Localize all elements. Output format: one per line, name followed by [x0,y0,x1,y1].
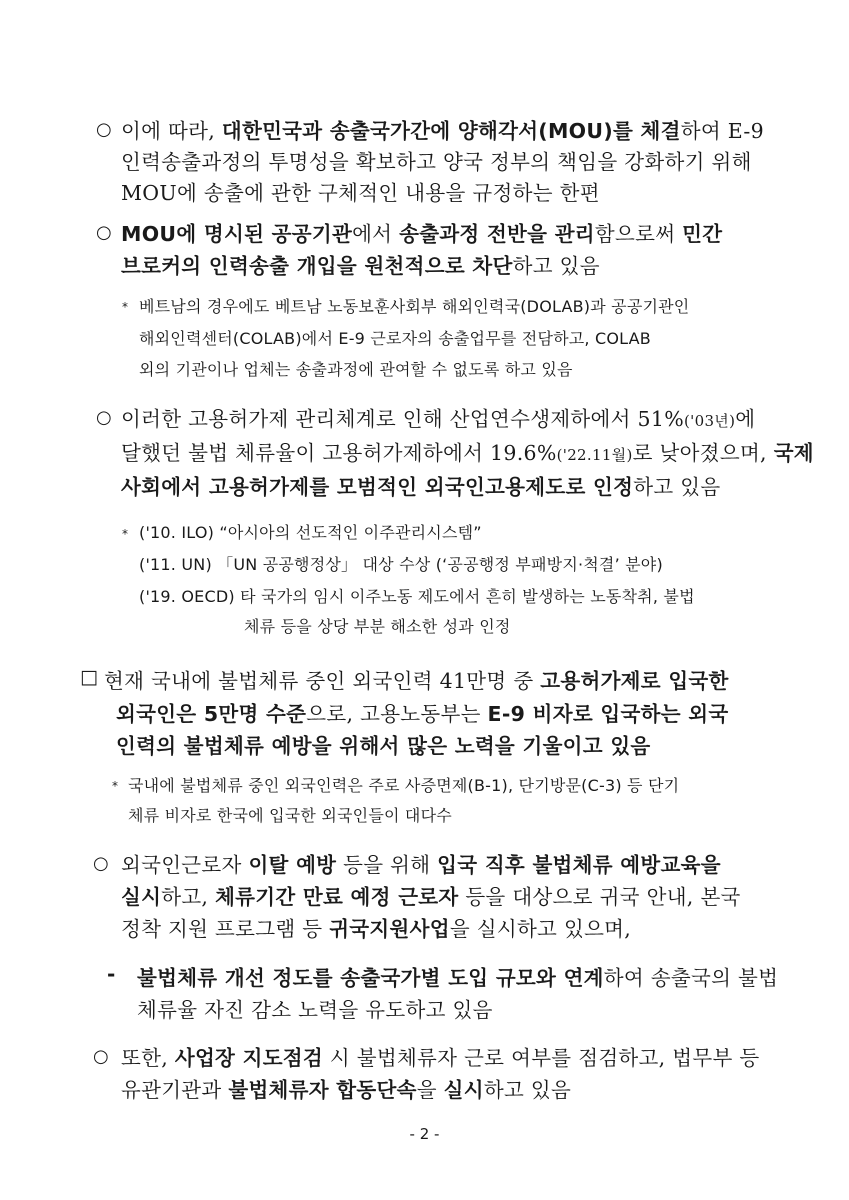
note2-line-3: ('19. OECD) 타 국가의 임시 이주노동 제도에서 흔히 발생하는 노동착취, 불법 [139,587,695,606]
dash-line-1: 불법체류 개선 정도를 송출국가별 도입 규모와 연계하여 송출국의 불법 [137,966,779,990]
page-number: - 2 - [409,1125,440,1143]
p1-line-2: 인력송출과정의 투명성을 확보하고 양국 정부의 책임을 강화하기 위해 [121,150,752,174]
note3-line-2: 체류 비자로 한국에 입국한 외국인들이 대다수 [128,806,452,825]
footnote-asterisk: * [122,300,128,314]
note1-line-1: 베트남의 경우에도 베트남 노동보훈사회부 해외인력국(DOLAB)과 공공기관인 [139,297,690,316]
note2-line-2: ('11. UN) 「UN 공공행정상」 대상 수상 (‘공공행정 부패방지·척결’ 분야) [139,555,663,574]
p2-line-1: MOU에 명시된 공공기관에서 송출과정 전반을 관리함으로써 민간 [121,222,723,246]
p5-line-2: 유관기관과 불법체류자 합동단속을 실시하고 있음 [121,1078,572,1102]
section-line-2: 외국인은 5만명 수준으로, 고용노동부는 E-9 비자로 입국하는 외국 [116,702,729,726]
circle-bullet: ○ [96,407,112,428]
p4-line-2: 실시하고, 체류기간 만료 예정 근로자 등을 대상으로 귀국 안내, 본국 [121,885,741,909]
note2-line-1: ('10. ILO) “아시아의 선도적인 이주관리시스템” [139,523,482,542]
circle-bullet: ○ [96,119,112,140]
p1-line-3: MOU에 송출에 관한 구체적인 내용을 규정하는 한편 [121,181,600,205]
dash-bullet: - [107,962,116,986]
p2-line-2: 브로커의 인력송출 개입을 원천적으로 차단하고 있음 [121,254,600,278]
note1-line-3: 외의 기관이나 업체는 송출과정에 관여할 수 없도록 하고 있음 [139,360,573,379]
footnote-asterisk: * [112,779,118,793]
circle-bullet: ○ [93,1046,109,1067]
circle-bullet: ○ [93,853,109,874]
square-bullet: □ [80,666,98,688]
p1-line-1: 이에 따라, 대한민국과 송출국가간에 양해각서(MOU)를 체결하여 E-9 [121,119,765,143]
p5-line-1: 또한, 사업장 지도점검 시 불법체류자 근로 여부를 점검하고, 법무부 등 [121,1046,760,1070]
dash-line-2: 체류율 자진 감소 노력을 유도하고 있음 [137,998,493,1022]
note1-line-2: 해외인력센터(COLAB)에서 E-9 근로자의 송출업무를 전담하고, COLAB [139,329,651,348]
p4-line-1: 외국인근로자 이탈 예방 등을 위해 입국 직후 불법체류 예방교육을 [121,853,721,877]
p4-line-3: 정착 지원 프로그램 등 귀국지원사업을 실시하고 있으며, [121,917,632,941]
section-line-1: 현재 국내에 불법체류 중인 외국인력 41만명 중 고용허가제로 입국한 [104,669,729,693]
p3-line-1: 이러한 고용허가제 관리체계로 인해 산업연수생제하에서 51%('03년)에 [121,407,756,431]
p3-line-3: 사회에서 고용허가제를 모범적인 외국인고용제도로 인정하고 있음 [121,475,721,499]
note3-line-1: 국내에 불법체류 중인 외국인력은 주로 사증면제(B-1), 단기방문(C-3) 등 단기 [128,776,680,795]
p3-line-2: 달했던 불법 체류율이 고용허가제하에서 19.6%('22.11월)로 낮아졌으며, 국제 [121,441,814,465]
section-line-3: 인력의 불법체류 예방을 위해서 많은 노력을 기울이고 있음 [116,734,651,758]
note2-line-4: 체류 등을 상당 부분 해소한 성과 인정 [244,617,511,636]
circle-bullet: ○ [96,222,112,243]
footnote-asterisk: * [122,527,128,541]
